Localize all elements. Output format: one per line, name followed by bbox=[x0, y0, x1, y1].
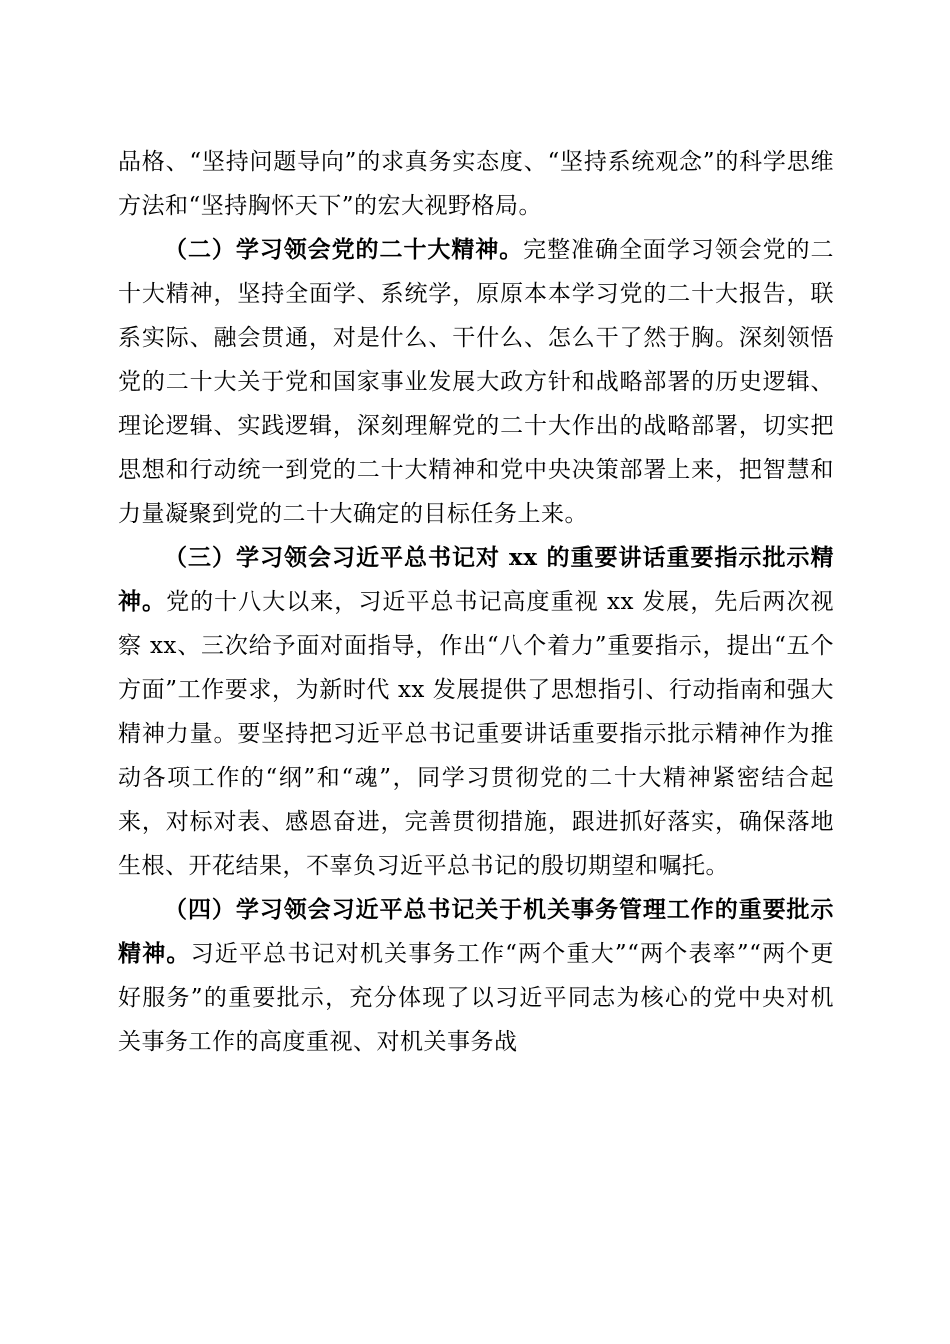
paragraph-section-2 bbox=[118, 228, 834, 536]
section-heading: （二）学习领会党的二十大精神。 bbox=[164, 236, 524, 263]
paragraph-section-4 bbox=[118, 888, 834, 1064]
paragraph-body: 习近平总书记对机关事务工作“两个重大”“两个表率”“两个更好服务”的重要批示，充分体现了以习近平同志为核心的党中央对机关事务工作的高度重视、对机关事务战 bbox=[118, 941, 834, 1055]
paragraph-section-3 bbox=[118, 536, 834, 888]
paragraph-body: 完整准确全面学习领会党的二十大精神，坚持全面学、系统学，原原本本学习党的二十大报告，联系实际、融会贯通，对是什么、干什么、怎么干了然于胸。深刻领悟党的二十大关于党和国家事业发展大政方针和战略部署的历史逻辑、理论逻辑、实践逻辑，深刻理解党的二十大作出的战略部署，切实把思想和行动统一到党的二十大精神和党中央决策部署上来，把智慧和力量凝聚到党的二十大确定的目标任务上来。 bbox=[118, 237, 835, 527]
paragraph-continuation bbox=[118, 140, 834, 228]
paragraph-body: 党的十八大以来，习近平总书记高度重视 xx 发展，先后两次视察 xx、三次给予面对面指导，作出“八个着力”重要指示，提出“五个方面”工作要求，为新时代 xx 发展提供了思想指引、行动指南和强大精神力量。要坚持把习近平总书记重要讲话重要指示批示精神作为推动各项工作的“纲”和“魂”，同学习贯彻党的二十大精神紧密结合起来，对标对表、感恩奋进，完善贯彻措施，跟进抓好落实，确保落地生根、开花结果，不辜负习近平总书记的殷切期望和嘱托。 bbox=[118, 589, 835, 879]
document-page bbox=[118, 140, 834, 1064]
paragraph-body: 品格、“坚持问题导向”的求真务实态度、“坚持系统观念”的科学思维方法和“坚持胸怀天下”的宏大视野格局。 bbox=[118, 149, 834, 219]
section-heading: （三）学习领会习近平总书记对 xx 的重要讲话重要指示批示精神。 bbox=[118, 544, 834, 615]
section-heading: （四）学习领会习近平总书记关于机关事务管理工作的重要批示精神。 bbox=[118, 896, 834, 967]
